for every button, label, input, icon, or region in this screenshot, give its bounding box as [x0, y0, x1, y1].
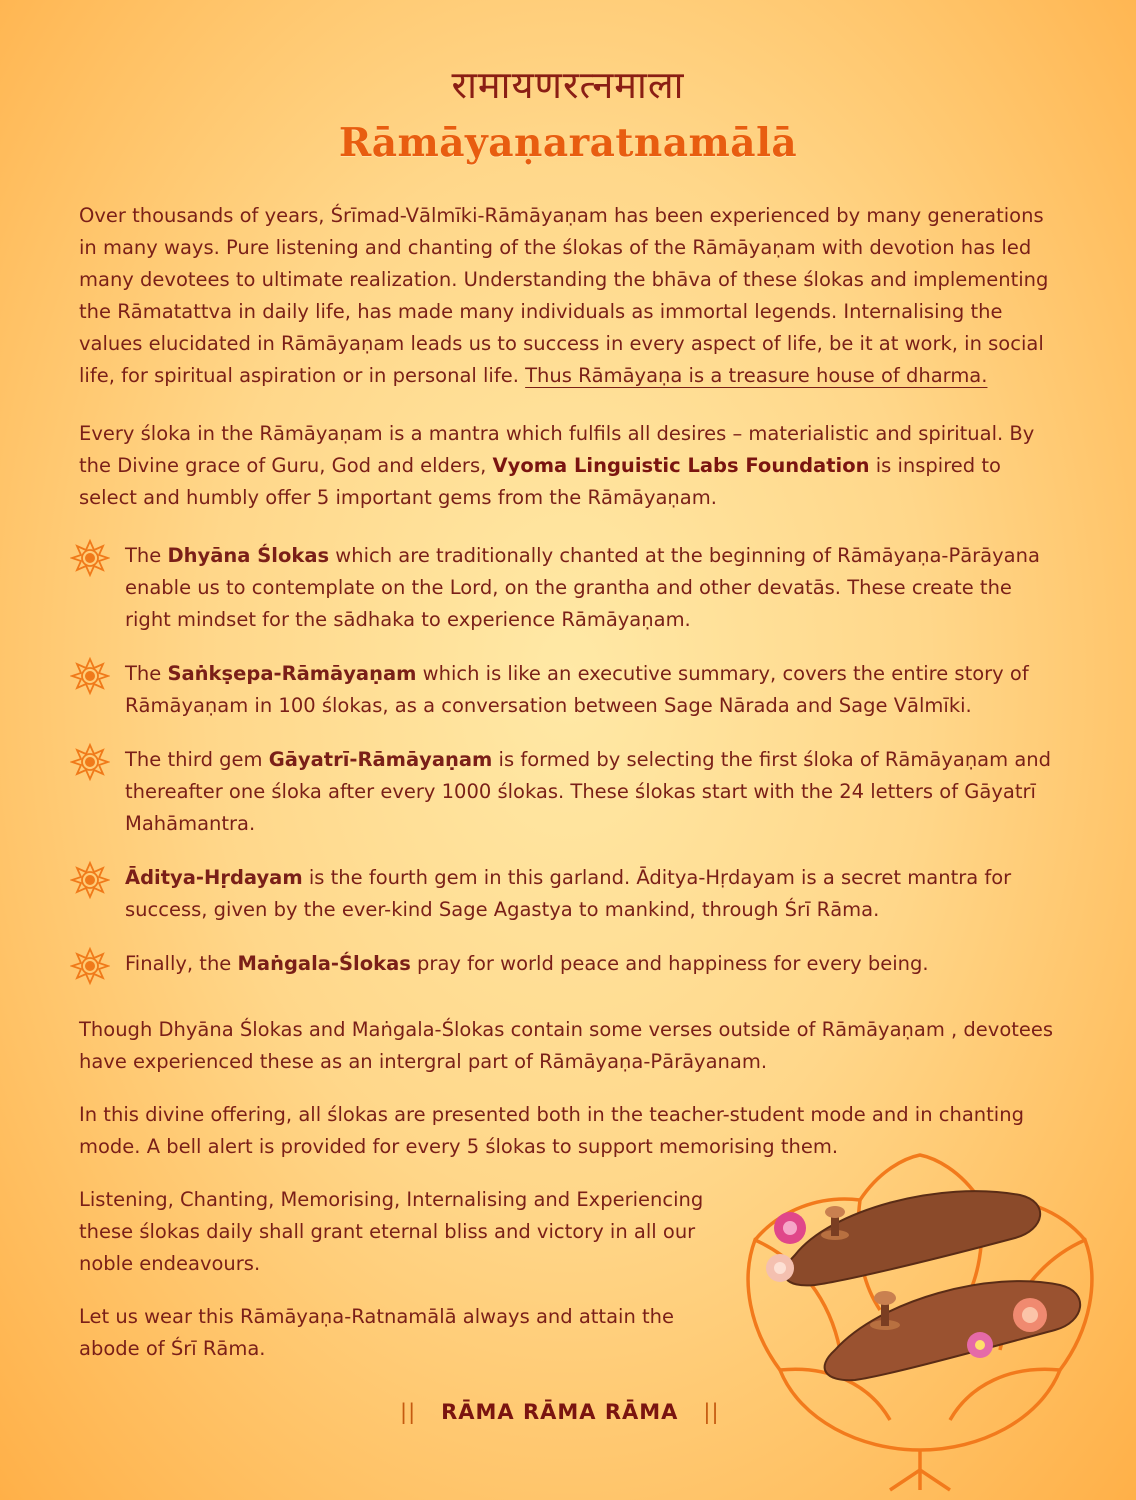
footer-bar-left: ||: [400, 1400, 417, 1424]
offering-paragraph: [79, 418, 1064, 514]
gem-1-after: which are traditionally chanted at the beginning of Rāmāyaṇa-Pārāyana enable us to contemplate on the Lord, on the grantha and other devatās. These create the right mindset for the sādhaka to experience Rāmāyaṇam.: [125, 544, 1040, 631]
verses-paragraph: Though Dhyāna Ślokas and Maṅgala-Ślokas contain some verses outside of Rāmāyaṇam , devotees have experienced these as an intergral part of Rāmāyaṇa-Pārāyanam.: [79, 1018, 1054, 1073]
gem-5-title: Maṅgala-Ślokas: [237, 952, 411, 975]
gem-2-before: The: [125, 662, 168, 685]
foundation-name: Vyoma Linguistic Labs Foundation: [492, 454, 870, 477]
footer-bar-right: ||: [703, 1400, 720, 1424]
title-devanagari: रामायणरत्नमाला: [451, 63, 685, 107]
gem-3-title: Gāyatrī-Rāmāyaṇam: [268, 748, 493, 771]
closing-paragraph: Let us wear this Rāmāyaṇa-Ratnamālā always and attain the abode of Śrī Rāma.: [79, 1305, 674, 1360]
gem-2-title: Saṅkṣepa-Rāmāyaṇam: [167, 662, 417, 685]
lotus-sun-icon: [70, 860, 110, 900]
bliss-paragraph: Listening, Chanting, Memorising, Internalising and Experiencing these ślokas daily shall grant eternal bliss and victory in all our noble endeavours.: [79, 1188, 704, 1275]
lotus-sun-icon: [70, 656, 110, 696]
lotus-sun-icon: [70, 538, 110, 578]
lotus-sun-icon: [70, 946, 110, 986]
gem-3-before: The third gem: [125, 748, 269, 771]
paduka-lotus-illustration: [740, 1150, 1100, 1495]
gem-3-after: is formed by selecting the first śloka of Rāmāyaṇam and thereafter one śloka after every 1000 ślokas. These ślokas start with the 24 letters of Gāyatrī Mahāmantra.: [125, 748, 1052, 835]
intro-paragraph: [79, 200, 1064, 392]
gem-1-title: Dhyāna Ślokas: [167, 544, 330, 567]
paduka-left: [785, 1191, 1041, 1285]
gem-4-title: Āditya-Hṛdayam: [125, 866, 303, 889]
offering-after: is inspired to select and humbly offer 5 important gems from the Rāmāyaṇam.: [79, 454, 1001, 509]
paduka-right: [825, 1281, 1081, 1380]
footer-chant: [400, 1400, 740, 1424]
footer-text: RĀMA RĀMA RĀMA: [441, 1400, 679, 1424]
intro-text: Over thousands of years, Śrīmad-Vālmīki-Rāmāyaṇam has been experienced by many generations in many ways. Pure listening and chanting of the ślokas of the Rāmāyaṇam with devotion has led many devotees to ultimate realization. Understanding the bhāva of these ślokas and implementing the Rāmatattva in daily life, has made many individuals as immortal legends. Internalising the values elucidated in Rāmāyaṇam leads us to success in every aspect of life, be it at work, in social life, for spiritual aspiration or in personal life.: [79, 204, 1049, 387]
offering-before: Every śloka in the Rāmāyaṇam is a mantra which fulfils all desires – materialistic and spiritual. By the Divine grace of Guru, God and elders,: [79, 422, 1035, 477]
gem-4-after: is the fourth gem in this garland. Āditya-Hṛdayam is a secret mantra for success, given by the ever-kind Sage Agastya to mankind, through Śrī Rāma.: [125, 866, 1012, 921]
gem-1-before: The: [125, 544, 168, 567]
intro-underlined: Thus Rāmāyaṇa is a treasure house of dharma.: [525, 364, 988, 387]
modes-paragraph: In this divine offering, all ślokas are presented both in the teacher-student mode and in chanting mode. A bell alert is provided for every 5 ślokas to support memorising them.: [79, 1103, 1024, 1158]
title-latin: Rāmāyaṇaratnamālā: [338, 120, 798, 166]
gem-5-before: Finally, the: [125, 952, 238, 975]
gem-2-after: which is like an executive summary, covers the entire story of Rāmāyaṇam in 100 ślokas, as a conversation between Sage Nārada and Sage Vālmīki.: [125, 662, 1029, 717]
gem-5-after: pray for world peace and happiness for every being.: [410, 952, 929, 975]
lotus-sun-icon: [70, 742, 110, 782]
